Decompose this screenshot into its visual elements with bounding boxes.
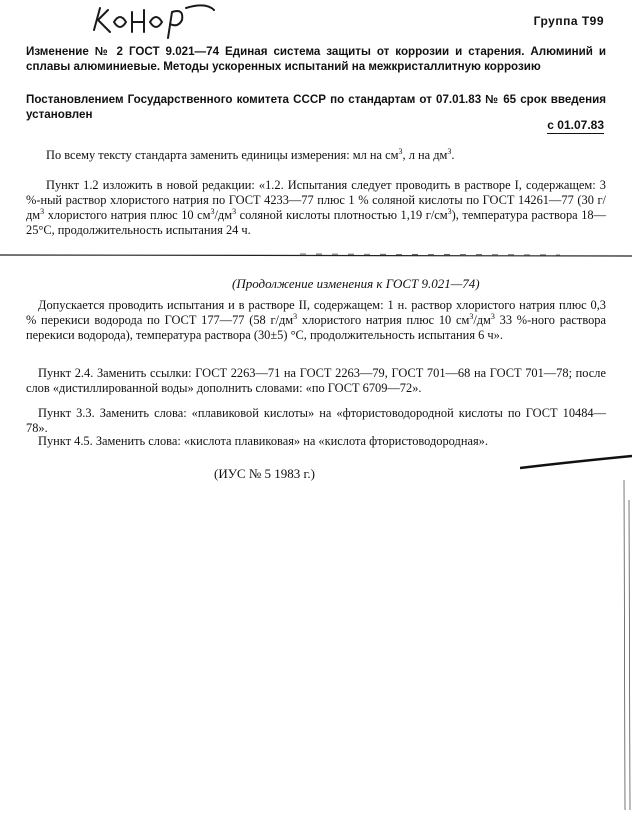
group-label: Группа Т99 xyxy=(533,14,604,28)
continuation-heading: (Продолжение изменения к ГОСТ 9.021—74) xyxy=(232,276,480,291)
decree-text: Постановлением Государственного комитета СССР по стандартам от 07.01.83 № 65 срок введения установлен xyxy=(26,93,606,121)
effective-date: с 01.07.83 xyxy=(547,118,604,132)
ink-stroke xyxy=(520,448,632,478)
page-separator-line xyxy=(0,252,632,262)
paragraph-units: По всему тексту стандарта заменить единицы измерения: мл на $см^3$, л на $дм^3$. xyxy=(46,146,455,162)
paragraph-3-3: Пункт 3.3. Заменить слова: «плавиковой кислоты» на «фтористоводородной кислоты по ГОСТ 10484—78». xyxy=(26,406,606,435)
handwritten-annotation xyxy=(88,2,218,42)
scan-edge-lines xyxy=(620,480,632,810)
paragraph-2-4: Пункт 2.4. Заменить ссылки: ГОСТ 2263—71 на ГОСТ 2263—79, ГОСТ 701—68 на ГОСТ 701—78; после слов «дистиллированной воды» дополнить словами: «по ГОСТ 6709—72». xyxy=(26,366,606,395)
change-title: Изменение № 2 ГОСТ 9.021—74 Единая система защиты от коррозии и старения. Алюминий и сплавы алюминиевые. Методы ускоренных испытаний на межкристаллитную коррозию xyxy=(26,45,606,73)
paragraph-units-text: По всему тексту стандарта заменить единицы измерения: мл на см xyxy=(46,148,399,162)
paragraph-4-5: Пункт 4.5. Заменить слова: «кислота плавиковая» на «кислота фтористоводородная». xyxy=(38,434,488,448)
paragraph-solution-2: Допускается проводить испытания и в растворе II, содержащем: 1 н. раствор хлористого натрия плюс 0,3 % перекиси водорода по ГОСТ 177—77 (58 $г/дм^3$ хлористого натрия плюс 10 $см^3/дм^3$ 33 %-ного раствора перекиси водорода), температура раствора (30±5) °С, продолжительность испытания 6 ч». xyxy=(26,298,606,342)
ius-reference: (ИУС № 5 1983 г.) xyxy=(214,466,315,481)
paragraph-1-2: Пункт 1.2 изложить в новой редакции: «1.2. Испытания следует проводить в растворе I, содержащем: 3 %-ный раствор хлористого натрия по ГОСТ 4233—77 плюс 1 % соляной кислоты по ГОСТ 14261—77 (30 $г/дм^3$ хлористого натрия плюс 10 $см^3/дм^3$ соляной кислоты плотностью 1,19 $г/см^3$), температура раствора 18—25°С, продолжительность испытания 24 ч. xyxy=(26,178,606,237)
